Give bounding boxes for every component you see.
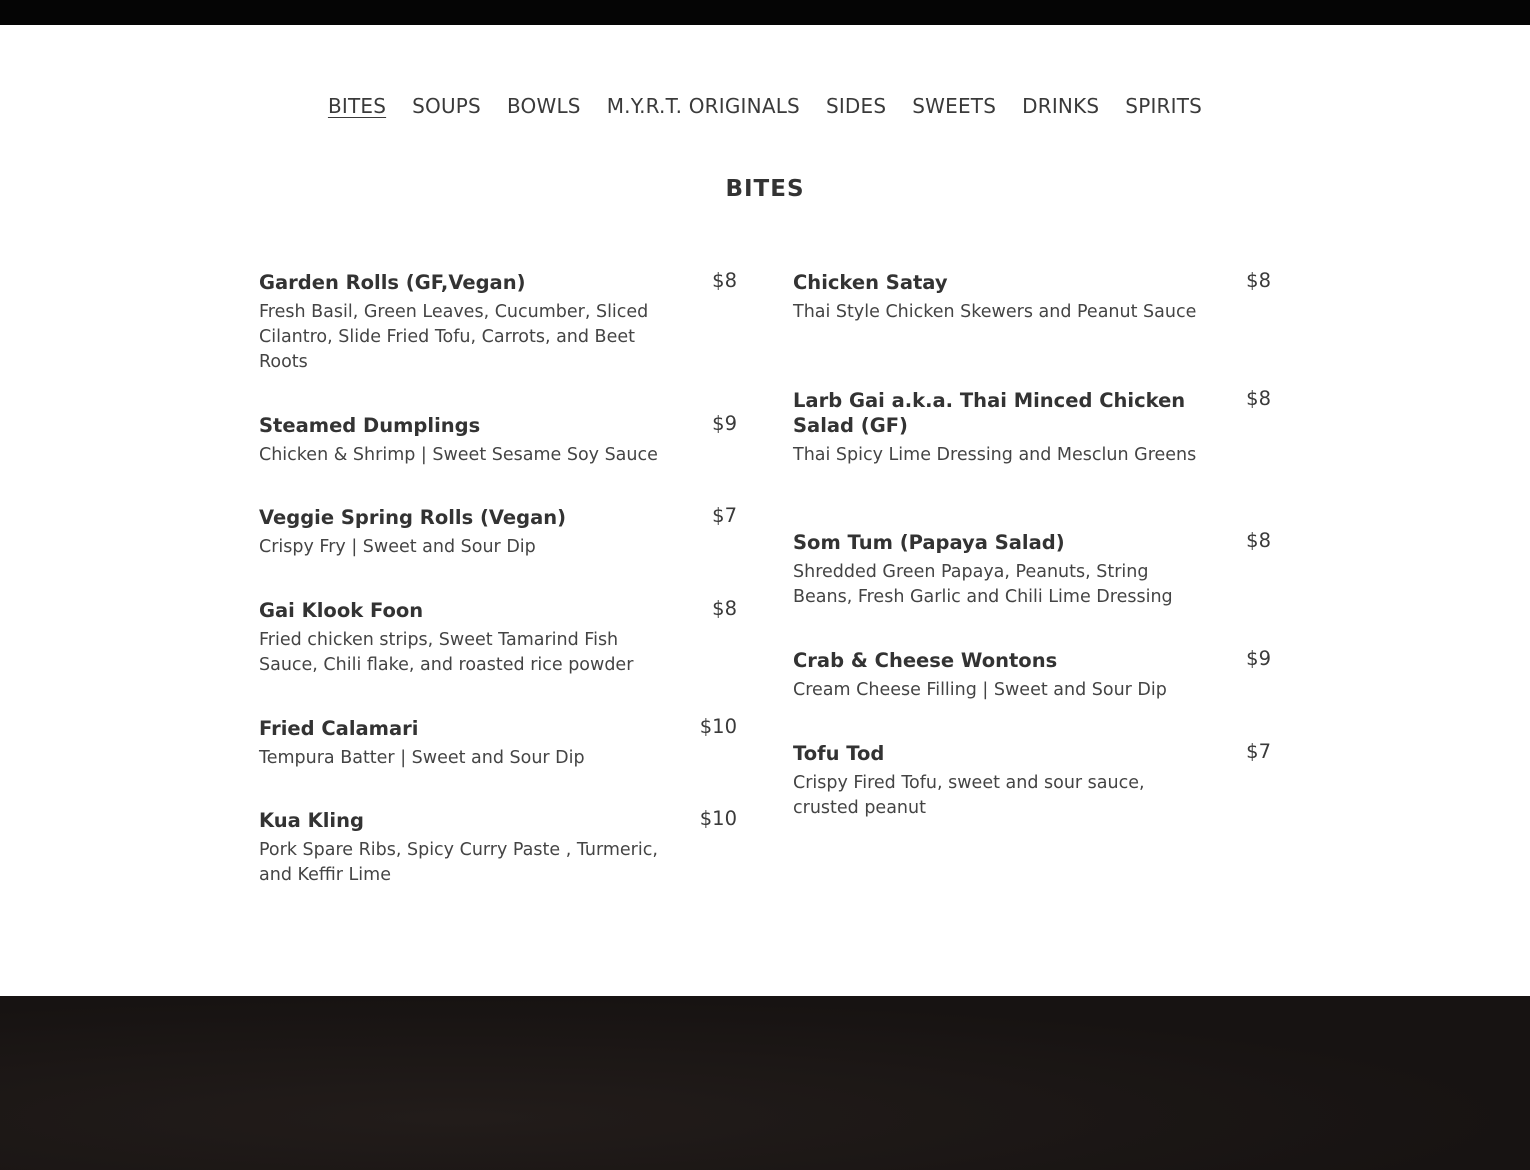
menu-item xyxy=(259,808,737,888)
item-description: Cream Cheese Filling | Sweet and Sour Dip xyxy=(793,680,1167,700)
nav-item-bowls[interactable]: BOWLS xyxy=(506,94,581,118)
nav-item-soups[interactable]: SOUPS xyxy=(412,94,481,118)
item-name: Chicken Satay xyxy=(793,271,948,294)
item-price: $8 xyxy=(712,269,737,292)
menu-item xyxy=(793,648,1271,703)
item-name: Garden Rolls (GF,Vegan) xyxy=(259,271,526,294)
nav-item-bites[interactable]: BITES xyxy=(327,94,387,118)
menu-item xyxy=(793,741,1271,821)
item-name: Tofu Tod xyxy=(793,742,885,765)
menu-item xyxy=(259,716,737,771)
item-name: Larb Gai a.k.a. Thai Minced Chicken Salad (GF) xyxy=(793,389,1186,437)
menu-item xyxy=(259,270,737,375)
menu-item xyxy=(793,270,1271,325)
item-name: Steamed Dumplings xyxy=(259,414,481,437)
item-description: Pork Spare Ribs, Spicy Curry Paste , Turmeric, and Keffir Lime xyxy=(259,840,658,885)
item-name: Kua Kling xyxy=(259,809,364,832)
menu-item xyxy=(793,530,1271,610)
item-price: $9 xyxy=(1246,647,1271,670)
item-price: $8 xyxy=(1246,387,1271,410)
item-description: Crispy Fry | Sweet and Sour Dip xyxy=(259,537,536,557)
item-price: $7 xyxy=(712,504,737,527)
item-description: Fresh Basil, Green Leaves, Cucumber, Sliced Cilantro, Slide Fried Tofu, Carrots, and Beet Roots xyxy=(259,302,649,372)
item-name: Veggie Spring Rolls (Vegan) xyxy=(259,506,567,529)
menu-item xyxy=(793,388,1271,468)
menu-item xyxy=(259,598,737,678)
item-description: Fried chicken strips, Sweet Tamarind Fish Sauce, Chili flake, and roasted rice powder xyxy=(259,630,634,675)
item-description: Crispy Fired Tofu, sweet and sour sauce, crusted peanut xyxy=(793,773,1145,818)
item-name: Gai Klook Foon xyxy=(259,599,424,622)
item-price: $9 xyxy=(712,412,737,435)
item-description: Tempura Batter | Sweet and Sour Dip xyxy=(259,748,585,768)
nav-item-sweets[interactable]: SWEETS xyxy=(912,94,997,118)
item-price: $10 xyxy=(699,807,737,830)
item-price: $8 xyxy=(1246,269,1271,292)
menu-item xyxy=(259,413,737,468)
item-price: $8 xyxy=(1246,529,1271,552)
item-description: Shredded Green Papaya, Peanuts, String Beans, Fresh Garlic and Chili Lime Dressing xyxy=(793,562,1173,607)
item-price: $7 xyxy=(1246,740,1271,763)
nav-item-spirits[interactable]: SPIRITS xyxy=(1125,94,1203,118)
menu-item xyxy=(259,505,737,560)
item-price: $10 xyxy=(699,715,737,738)
item-name: Crab & Cheese Wontons xyxy=(793,649,1058,672)
item-description: Chicken & Shrimp | Sweet Sesame Soy Sauce xyxy=(259,445,658,465)
item-description: Thai Spicy Lime Dressing and Mesclun Greens xyxy=(793,445,1197,465)
menu-category-nav xyxy=(0,88,1530,124)
item-description: Thai Style Chicken Skewers and Peanut Sauce xyxy=(793,302,1197,322)
nav-item-sides[interactable]: SIDES xyxy=(825,94,887,118)
nav-item-myrt-originals[interactable]: M.Y.R.T. ORIGINALS xyxy=(606,94,800,118)
footer-background xyxy=(0,996,1530,1170)
top-bar xyxy=(0,0,1530,25)
item-name: Som Tum (Papaya Salad) xyxy=(793,531,1065,554)
nav-item-drinks[interactable]: DRINKS xyxy=(1022,94,1100,118)
section-title: BITES xyxy=(725,176,805,202)
item-price: $8 xyxy=(712,597,737,620)
item-name: Fried Calamari xyxy=(259,717,419,740)
